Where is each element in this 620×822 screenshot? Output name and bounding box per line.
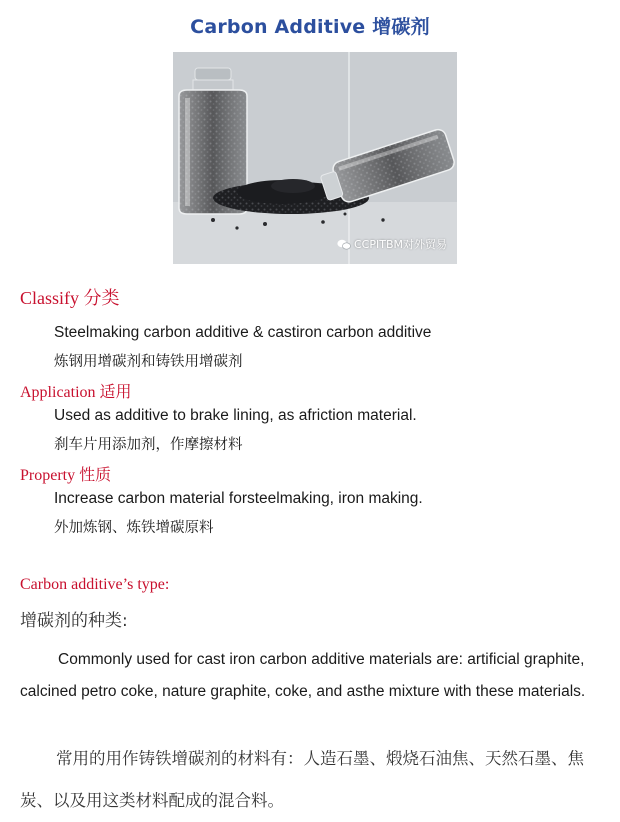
page-title: Carbon Additive 增碳剂 bbox=[190, 16, 430, 38]
classify-heading: Classify 分类 bbox=[20, 288, 120, 308]
types-heading: Carbon additive’s type: bbox=[20, 576, 170, 593]
watermark-text: CCPITBM对外贸易 bbox=[354, 238, 447, 251]
classify-en: Steelmaking carbon additive & castiron carbon additive bbox=[54, 324, 432, 341]
application-zh: 刹车片用添加剂，作摩擦材料 bbox=[54, 437, 243, 453]
watermark bbox=[337, 236, 447, 252]
carbon-granules-illustration bbox=[173, 52, 457, 264]
property-zh: 外加炼钢、炼铁增碳原料 bbox=[54, 520, 214, 536]
product-photo bbox=[173, 52, 457, 264]
types-paragraph-zh: 常用的用作铸铁增碳剂的材料有：人造石墨、煅烧石油焦、天然石墨、焦炭、以及用这类材料配成的混合料。 bbox=[20, 749, 584, 810]
property-en: Increase carbon material forsteelmaking, iron making. bbox=[54, 490, 423, 507]
classify-zh: 炼钢用增碳剂和铸铁用增碳剂 bbox=[54, 354, 243, 370]
application-en: Used as additive to brake lining, as afriction material. bbox=[54, 407, 417, 424]
property-heading: Property 性质 bbox=[20, 467, 112, 484]
types-paragraph-en: Commonly used for cast iron carbon additive materials are: artificial graphite, calcined petro coke, nature graphite, coke, and asthe mixture with these materials. bbox=[20, 651, 586, 700]
application-heading: Application 适用 bbox=[20, 384, 132, 401]
wechat-icon bbox=[337, 239, 351, 250]
types-heading-zh: 增碳剂的种类: bbox=[20, 611, 128, 631]
